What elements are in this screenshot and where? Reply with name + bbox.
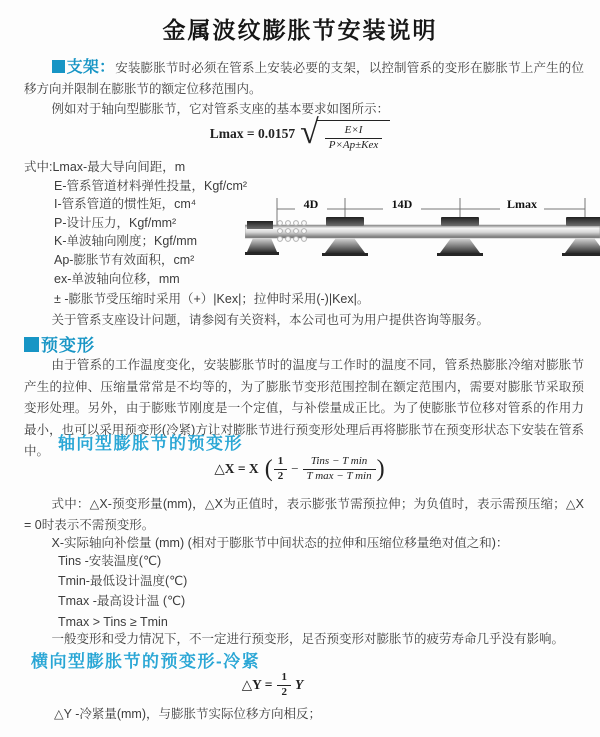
dimension-label-lmax: Lmax — [507, 197, 537, 211]
temperature-denominator: T max − T min — [306, 469, 372, 482]
temperature-definitions-list — [58, 551, 187, 632]
axial-x-definition: X-实际轴向补偿量 (mm) (相对于膨胀节中间状态的拉伸和压缩位移量绝对值之和)： — [51, 536, 509, 550]
half-denominator: 2 — [277, 469, 284, 482]
page-title: 金属波纹膨胀节安装说明 — [162, 17, 438, 43]
definition-line: P-设计压力，Kgf/mm² — [54, 215, 177, 230]
radicand — [317, 120, 391, 153]
half-fraction — [274, 455, 288, 484]
dimension-label-14d: 14D — [391, 197, 413, 211]
predeform-heading-label: 预变形 — [41, 336, 95, 355]
temperature-definition: Tins -安装温度(℃) — [58, 554, 162, 568]
lmax-fraction-numerator: E×I — [325, 124, 383, 139]
pipe-support-diagram — [245, 192, 600, 266]
definition-line: Ap-膨胀节有效面积，cm² — [54, 252, 195, 267]
right-paren: ) — [376, 456, 385, 483]
radical-expression — [300, 116, 390, 153]
definition-line: I-管系管道的惯性矩，cm⁴ — [54, 197, 197, 212]
minus-operator: − — [291, 461, 299, 477]
temperature-definition: Tmin-最低设计温度(℃) — [58, 574, 188, 589]
temperature-fraction — [303, 455, 376, 484]
axial-note-line: 一般变形和受力情况下，不一定进行预变形，足否预变形对膨胀节的疲劳寿命几乎没有影响。 — [51, 632, 565, 646]
support-section-heading — [52, 59, 116, 76]
axial-subheading: 轴向型膨胀节的预变形 — [58, 434, 243, 453]
lateral-formula-rhs: Y — [294, 677, 304, 693]
left-paren: ( — [264, 456, 273, 483]
lmax-formula-lhs: Lmax = 0.0157 — [209, 126, 296, 142]
lmax-formula — [0, 116, 600, 153]
lmax-fraction — [325, 124, 383, 153]
lateral-subheading: 横向型膨胀节的预变形-冷紧 — [31, 652, 261, 671]
temperature-inequality: Tmax > Tins ≥ Tmin — [58, 614, 168, 629]
predeform-section-heading — [24, 331, 95, 356]
support-paragraph-text: 安装膨胀节时必须在管系上安装必要的支架，以控制管系的变形在膨胀节上产生的位移方向并限制在膨胀节的额定位移范围内。 — [24, 61, 584, 96]
service-note: 关于管系支座设计问题，请参阅有关资料，本公司也可为用户提供咨询等服务。 — [51, 313, 490, 327]
section-marker-icon — [24, 337, 39, 352]
half-fraction — [277, 671, 291, 700]
section-marker-icon — [52, 60, 65, 73]
definition-line: ex-单波轴向位移，mm — [54, 271, 180, 286]
predeform-paragraph: 由于管系的工作温度变化，安装膨胀节时的温度与工作时的温度不同，管系热膨胀冷缩对膨胀节产生的拉伸、压缩量常常是不均等的，为了膨胀节变形范围控制在额定范围内，需要对膨胀节采取预变形处理。另外，由于膨账节刚度是一个定值，与补偿量成正比。为了使膨胀节位移对管系的作用力最小，也可以采用预变形(冷紧)方让对膨胀节进行预变形处理后再将膨胀节在预变形状态下安装在管系中。 — [24, 358, 584, 458]
axial-explanation-paragraph: 式中：△X-预变形量(mm)，△X为正值时，表示膨张节需预拉伸；为负值时，表示需预压缩；△X = 0时表示不需预变形。 — [24, 497, 584, 532]
half-numerator: 1 — [274, 455, 288, 470]
support-heading-label: 支架： — [66, 59, 116, 76]
definition-line: 式中:Lmax-最大导向间距，m — [24, 160, 186, 174]
lateral-coldtight-formula — [0, 671, 600, 700]
dimension-label-4d: 4D — [303, 197, 319, 211]
lmax-fraction-denominator: P×Ap±Kex — [328, 138, 379, 151]
axial-formula-lhs: △X = X — [214, 461, 259, 477]
plus-minus-note: ± -膨胀节受压缩时采用（+）|Kex|；拉伸时采用(-)|Kex|。 — [54, 292, 370, 306]
formula-definitions-list — [24, 158, 247, 288]
half-numerator: 1 — [277, 671, 291, 686]
definition-line: K-单波轴向刚度；Kgf/mm — [54, 234, 198, 249]
lateral-y-definition: △Y -冷紧量(mm)，与膨胀节实际位移方向相反； — [54, 707, 322, 721]
lateral-formula-lhs: △Y = — [241, 677, 273, 693]
temperature-definition: Tmax -最高设计温 (℃) — [58, 594, 186, 609]
radical-sign-icon: √ — [300, 114, 319, 151]
axial-predeform-formula — [0, 455, 600, 484]
support-paragraph — [24, 57, 584, 100]
half-denominator: 2 — [281, 685, 287, 698]
definition-line: E-管系管道材料弹性投量，Kgf/cm² — [54, 178, 248, 193]
support-example-line: 例如对于轴向型膨胀节，它对管系支座的基本要求如图所示： — [51, 102, 390, 116]
temperature-numerator: Tins − T min — [303, 455, 376, 470]
